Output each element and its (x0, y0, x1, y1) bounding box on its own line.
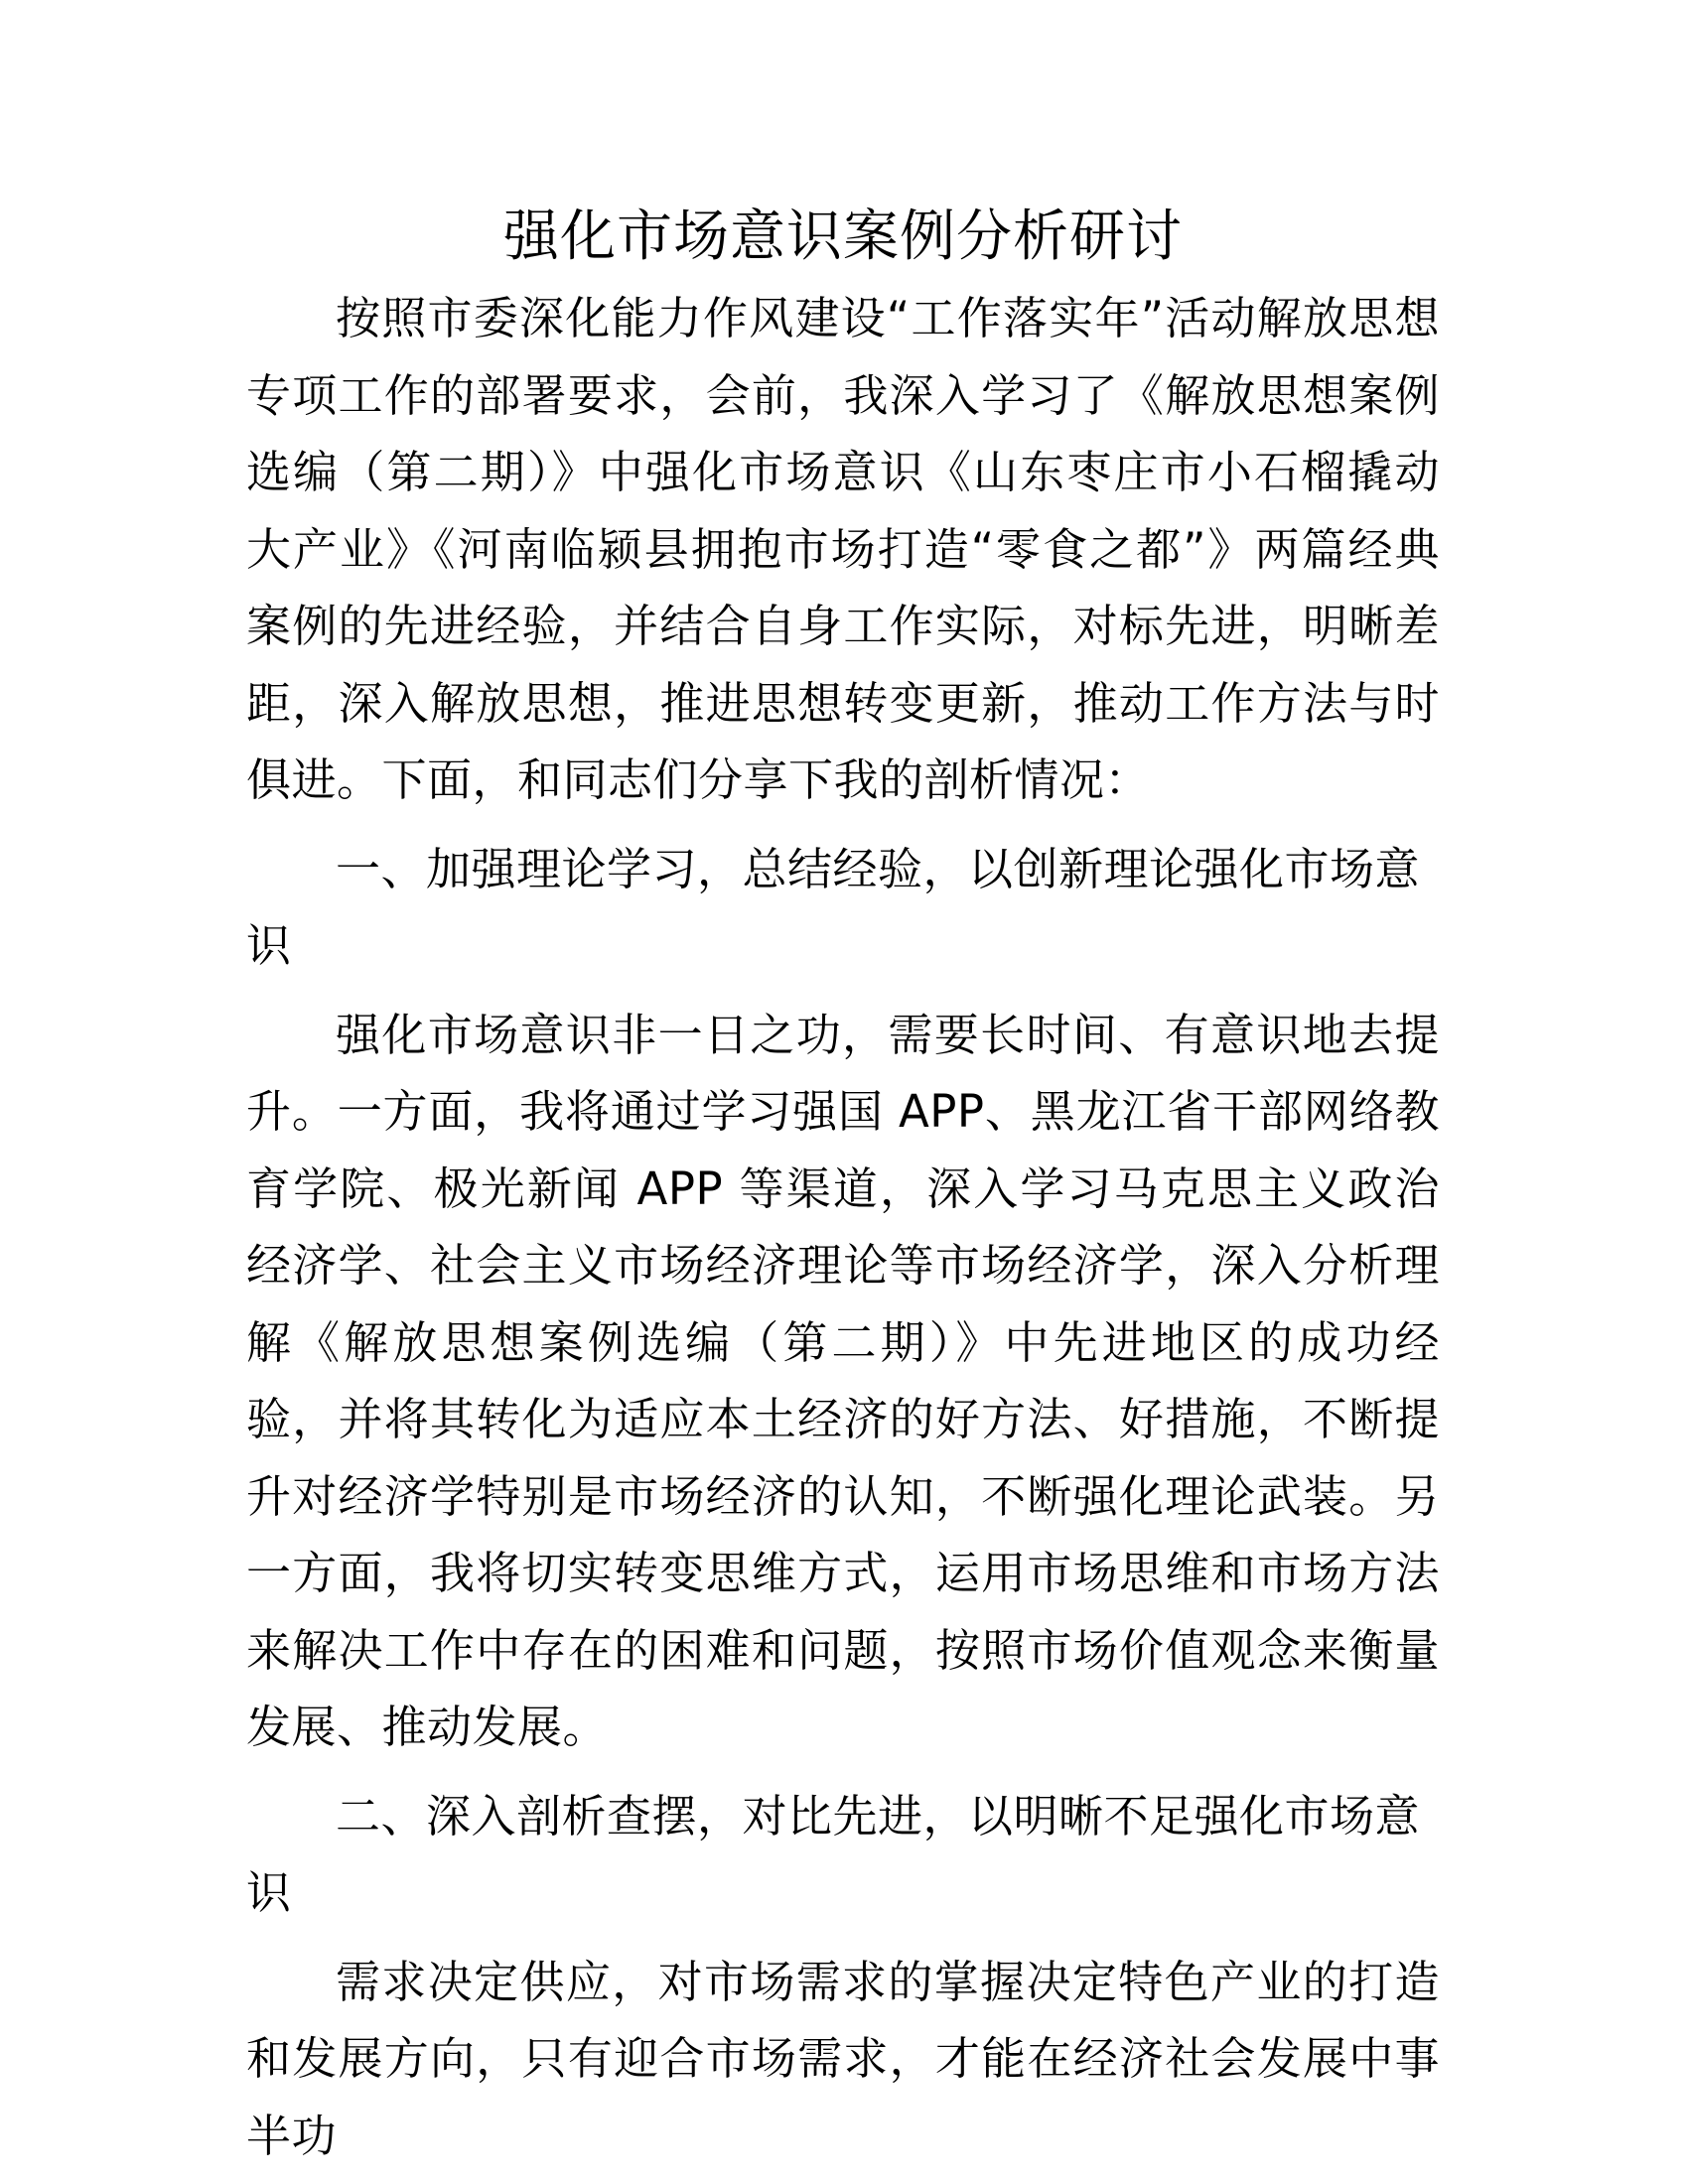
section-1-paragraph: 强化市场意识非一日之功，需要长时间、有意识地去提升。一方面，我将通过学习强国 APP、黑龙江省干部网络教育学院、极光新闻 APP 等渠道，深入学习马克思主义政治经济学、社会主义市场经济理论等市场经济学，深入分析理解《解放思想案例选编（第二期）》中先进地区的成功经验，并将其转化为适应本土经济的好方法、好措施，不断提升对经济学特别是市场经济的认知，不断强化理论武装。另一方面，我将切实转变思维方式，运用市场思维和市场方法来解决工作中存在的困难和问题，按照市场价值观念来衡量发展、推动发展。 (246, 1008, 1440, 1753)
spacer (246, 1766, 1440, 1778)
section-2-paragraph: 需求决定供应，对市场需求的掌握决定特色产业的打造和发展方向，只有迎合市场需求，才能在经济社会发展中事半功 (246, 1955, 1440, 2162)
document-content (246, 199, 1440, 2174)
document-title: 强化市场意识案例分析研讨 (503, 205, 1183, 269)
section-1-heading: 一、加强理论学习，总结经验，以创新理论强化市场意识 (246, 842, 1421, 972)
intro-paragraph: 按照市委深化能力作风建设“工作落实年”活动解放思想专项工作的部署要求，会前，我深入学习了《解放思想案例选编（第二期）》中强化市场意识《山东枣庄市小石榴撬动大产业》《河南临颍县拥抱市场打造“零食之都”》两篇经典案例的先进经验，并结合自身工作实际，对标先进，明晰差距，深入解放思想，推进思想转变更新，推动工作方法与时俱进。下面，和同志们分享下我的剖析情况： (246, 292, 1440, 806)
spacer (246, 1932, 1440, 1944)
section-2-heading: 二、深入剖析查摆，对比先进，以明晰不足强化市场意识 (246, 1789, 1421, 1919)
spacer (246, 819, 1440, 831)
spacer (246, 985, 1440, 997)
